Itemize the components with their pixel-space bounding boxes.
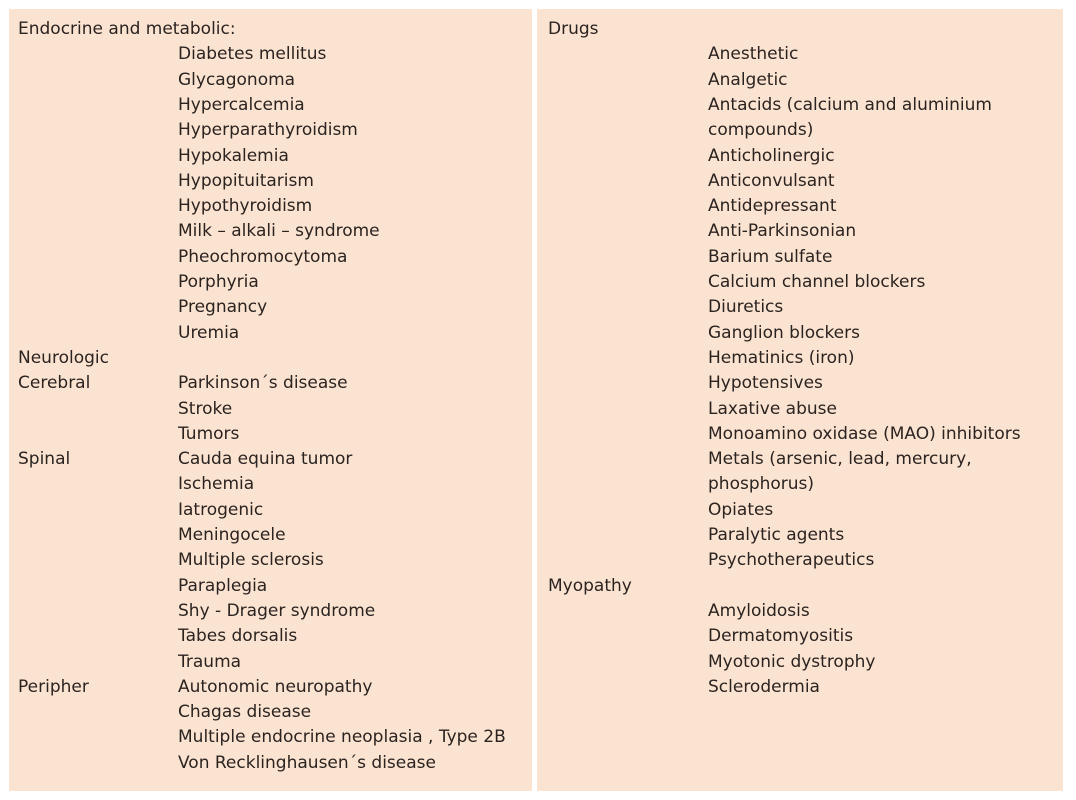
table-row — [9, 371, 532, 396]
condition-item: Anesthetic — [708, 44, 799, 65]
table-row — [9, 650, 532, 675]
table-row — [537, 270, 1063, 295]
condition-item: Diabetes mellitus — [178, 44, 327, 65]
table-row — [537, 42, 1063, 67]
table-row — [537, 548, 1063, 573]
table-row — [9, 397, 532, 422]
table-row — [9, 599, 532, 624]
table-row — [537, 447, 1063, 472]
condition-item: Dermatomyositis — [708, 626, 854, 647]
condition-item: Anticonvulsant — [708, 170, 835, 191]
condition-item: Uremia — [178, 322, 240, 343]
table-row — [537, 93, 1063, 118]
table-row — [9, 68, 532, 93]
table-row — [9, 270, 532, 295]
condition-item: Parkinson´s disease — [178, 373, 348, 394]
table-row — [537, 346, 1063, 371]
condition-item: Meningocele — [178, 525, 286, 545]
condition-item: Diuretics — [708, 297, 784, 318]
condition-item: Barium sulfate — [708, 246, 833, 267]
condition-item: Opiates — [708, 499, 774, 520]
table-row — [9, 751, 532, 776]
left-column — [9, 9, 532, 791]
table-row — [9, 245, 532, 270]
condition-item: Myotonic dystrophy — [708, 651, 876, 672]
condition-item: Anti-Parkinsonian — [708, 221, 857, 242]
category-label: Neurologic — [18, 347, 109, 368]
table-row — [9, 675, 532, 700]
table-row — [537, 321, 1063, 346]
table-row — [9, 422, 532, 447]
condition-item: Monoamino oxidase (MAO) inhibitors — [708, 423, 1021, 444]
condition-item: Laxative abuse — [708, 398, 837, 419]
condition-item: Trauma — [178, 651, 242, 672]
condition-item: Multiple endocrine neoplasia , Type 2B — [178, 727, 506, 748]
table-row — [537, 523, 1063, 548]
table-row — [537, 675, 1063, 700]
table-row — [9, 118, 532, 143]
causes-table — [9, 9, 1063, 791]
condition-item: Milk – alkali – syndrome — [178, 221, 380, 242]
condition-item: Cauda equina tumor — [178, 449, 353, 470]
condition-item: Hypopituitarism — [178, 170, 314, 191]
condition-item: Antacids (calcium and aluminium — [708, 94, 992, 115]
condition-item: Pregnancy — [178, 297, 268, 318]
table-row — [9, 321, 532, 346]
table-row — [9, 219, 532, 244]
table-row — [537, 17, 1063, 42]
category-label: Peripher — [18, 676, 89, 697]
category-label: Cerebral — [18, 373, 91, 394]
condition-item: Tumors — [178, 423, 240, 444]
table-row — [537, 118, 1063, 143]
condition-item: Chagas disease — [178, 702, 312, 723]
condition-item: Paralytic agents — [708, 525, 845, 545]
condition-item: Tabes dorsalis — [178, 626, 298, 647]
table-row — [537, 650, 1063, 675]
table-row — [537, 498, 1063, 523]
condition-item: Anticholinergic — [708, 145, 835, 166]
table-row — [537, 599, 1063, 624]
condition-item: Hypercalcemia — [178, 94, 305, 115]
condition-item: Glycagonoma — [178, 69, 296, 90]
table-row — [537, 295, 1063, 320]
table-row — [537, 169, 1063, 194]
table-row — [537, 144, 1063, 169]
condition-item: Iatrogenic — [178, 499, 264, 520]
table-row — [537, 245, 1063, 270]
condition-item: Metals (arsenic, lead, mercury, — [708, 449, 972, 470]
condition-item: Analgetic — [708, 69, 788, 90]
table-row — [9, 447, 532, 472]
condition-item: Shy - Drager syndrome — [178, 600, 376, 621]
category-label: Spinal — [18, 449, 71, 470]
condition-item: Calcium channel blockers — [708, 272, 926, 292]
table-row — [9, 194, 532, 219]
table-row — [9, 523, 532, 548]
condition-item: Hyperparathyroidism — [178, 120, 358, 141]
table-row — [537, 422, 1063, 447]
condition-item: Hypothyroidism — [178, 196, 313, 217]
table-row — [537, 624, 1063, 649]
condition-item: Paraplegia — [178, 575, 268, 596]
condition-item: Stroke — [178, 398, 233, 419]
table-row — [9, 17, 532, 42]
condition-item: Hematinics (iron) — [708, 347, 855, 368]
condition-item: Sclerodermia — [708, 676, 820, 697]
table-row — [9, 574, 532, 599]
condition-item: compounds) — [708, 120, 814, 141]
condition-item: Pheochromocytoma — [178, 246, 348, 267]
table-row — [9, 295, 532, 320]
table-row — [537, 219, 1063, 244]
table-row — [537, 472, 1063, 497]
table-row — [537, 371, 1063, 396]
table-row — [9, 346, 532, 371]
table-row — [9, 169, 532, 194]
condition-item: phosphorus) — [708, 474, 815, 495]
table-row — [9, 725, 532, 750]
condition-item: Multiple sclerosis — [178, 550, 324, 571]
table-row — [9, 548, 532, 573]
category-label: Drugs — [548, 19, 599, 39]
condition-item: Hypokalemia — [178, 145, 289, 166]
table-row — [537, 68, 1063, 93]
table-row — [537, 574, 1063, 599]
condition-item: Ganglion blockers — [708, 322, 860, 343]
table-row — [9, 700, 532, 725]
table-row — [9, 42, 532, 67]
condition-item: Von Recklinghausen´s disease — [178, 752, 436, 773]
condition-item: Porphyria — [178, 272, 259, 292]
table-row — [9, 93, 532, 118]
table-row — [9, 624, 532, 649]
category-label: Endocrine and metabolic: — [18, 19, 236, 39]
condition-item: Psychotherapeutics — [708, 550, 875, 571]
table-row — [537, 194, 1063, 219]
category-label: Myopathy — [548, 575, 632, 596]
table-row — [9, 498, 532, 523]
condition-item: Antidepressant — [708, 196, 837, 217]
right-column — [537, 9, 1063, 791]
condition-item: Autonomic neuropathy — [178, 676, 373, 697]
condition-item: Ischemia — [178, 474, 255, 495]
table-row — [9, 472, 532, 497]
condition-item: Amyloidosis — [708, 600, 810, 621]
table-row — [9, 144, 532, 169]
table-row — [537, 397, 1063, 422]
condition-item: Hypotensives — [708, 373, 823, 394]
